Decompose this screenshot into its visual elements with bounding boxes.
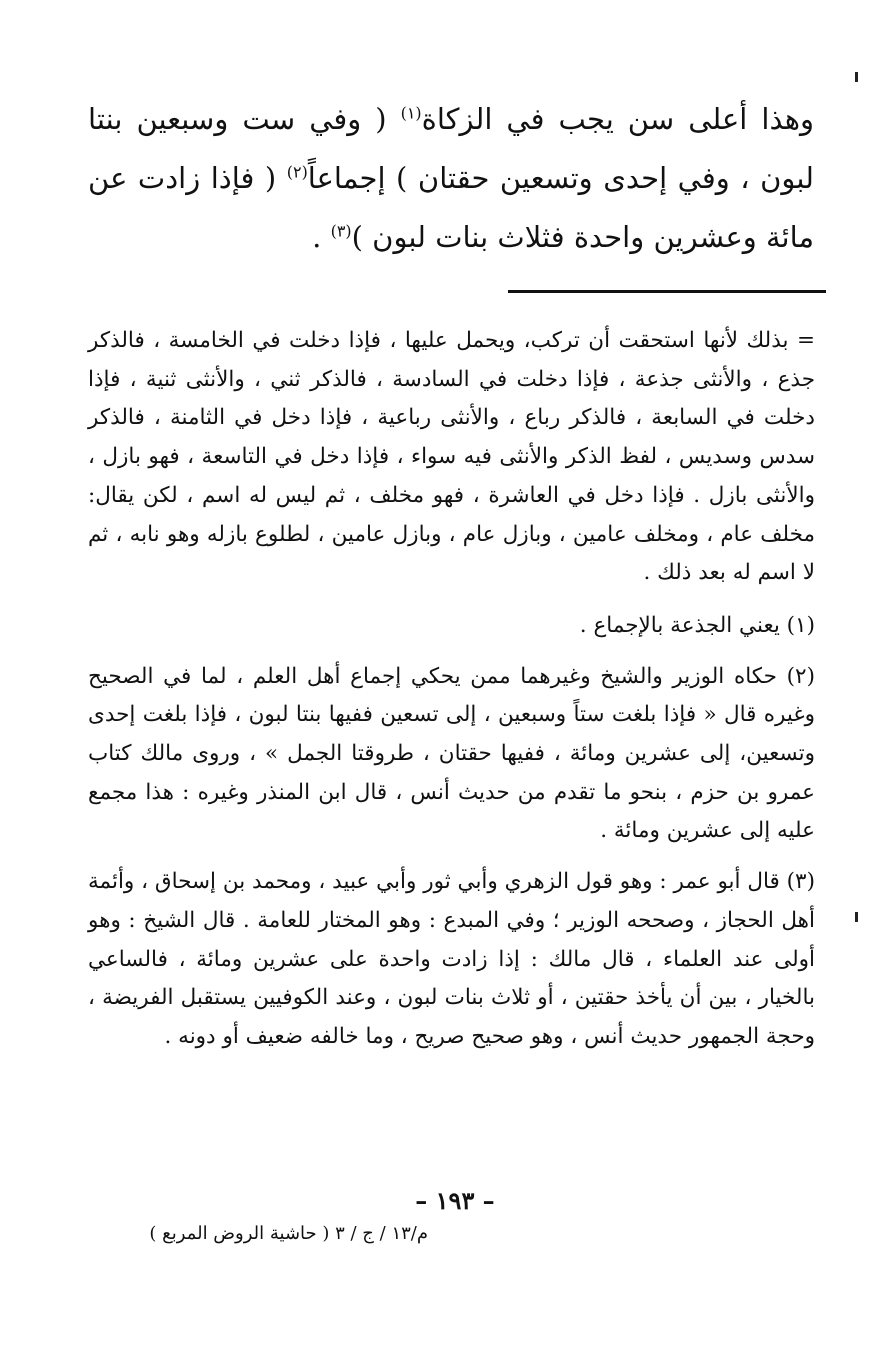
main-paragraph [88,90,814,267]
footnotes [88,322,815,1069]
page-number: – ١٩٣ – [415,1186,495,1215]
footnote-3 [88,863,815,1057]
main-text-run: . [312,220,331,254]
footnote-number: (٢) [786,663,815,689]
footnote-separator [508,290,826,293]
footnote-number: (١) [786,612,815,638]
main-text [88,90,814,267]
footnote-ref-1: (١) [400,103,422,123]
scan-mark [855,72,858,82]
footnote-1 [88,607,815,646]
scan-mark [855,912,858,922]
signature-line: م/١٣ / ج / ٣ ( حاشية الروض المربع ) [149,1223,428,1244]
footnote-text: يعني الجذعة بالإجماع . [579,612,787,638]
footnote-ref-2: (٢) [286,162,308,182]
footnote-ref-3: (٣) [330,221,352,241]
footnote-text: قال أبو عمر : وهو قول الزهري وأبي ثور وأبي عبيد ، ومحمد بن إسحاق ، وأئمة أهل الحجاز ، وصححه الوزير ؛ وفي المبدع : وهو المختار للعامة . قال الشيخ : وهو أولى عند العلماء ، قال مالك : إذا زادت واحدة على عشرين ومائة ، فالساعي بالخيار ، بين أن يأخذ حقتين ، أو ثلاث بنات لبون ، وعند الكوفيين يستقبل الفريضة ، وحجة الجمهور حديث أنس ، وهو صحيح صريح ، وما خالفه ضعيف أو دونه . [88,869,815,1049]
main-text-run: وهذا أعلى سن يجب في الزكاة [421,102,814,136]
footnote-text: حكاه الوزير والشيخ وغيرهما ممن يحكي إجماع أهل العلم ، لما في الصحيح وغيره قال « فإذا بلغت ستاً وسبعين ، إلى تسعين ففيها بنتا لبون ، فإذا بلغت إحدى وتسعين، إلى عشرين ومائة ، ففيها حقتان ، طروقتا الجمل » ، وروى مالك كتاب عمرو بن حزم ، بنحو ما تقدم من حديث أنس ، قال ابن المنذر وغيره : هذا مجمع عليه إلى عشرين ومائة . [88,663,815,844]
main-text-run: ( وفي ست وسبعين بنتا لبون ، وفي إحدى وتسعين حقتان ) إجماعاً [88,102,815,195]
footnote-2 [88,658,815,852]
footnote-number: (٣) [786,869,815,895]
footnote-continuation: = بذلك لأنها استحقت أن تركب، ويحمل عليها ، فإذا دخلت في الخامسة ، فالذكر جذع ، والأنثى جذعة ، فإذا دخلت في السادسة ، فالذكر ثني ، والأنثى ثنية ، فإذا دخلت في السابعة ، فالذكر رباع ، والأنثى رباعية ، فإذا دخل في الثامنة ، فالذكر سدس وسديس ، لفظ الذكر والأنثى فيه سواء ، فإذا دخل في التاسعة ، فهو بازل ، والأنثى بازل . فإذا دخل في العاشرة ، فهو مخلف ، ثم ليس له اسم ، لكن يقال: مخلف عام ، ومخلف عامين ، وبازل عام ، وبازل عامين ، لطلوع بازله وهو نابه ، ثم لا اسم له بعد ذلك . [88,328,816,586]
main-text-run: ( فإذا زادت عن مائة وعشرين واحدة فثلاث بنات لبون ) [88,161,814,254]
